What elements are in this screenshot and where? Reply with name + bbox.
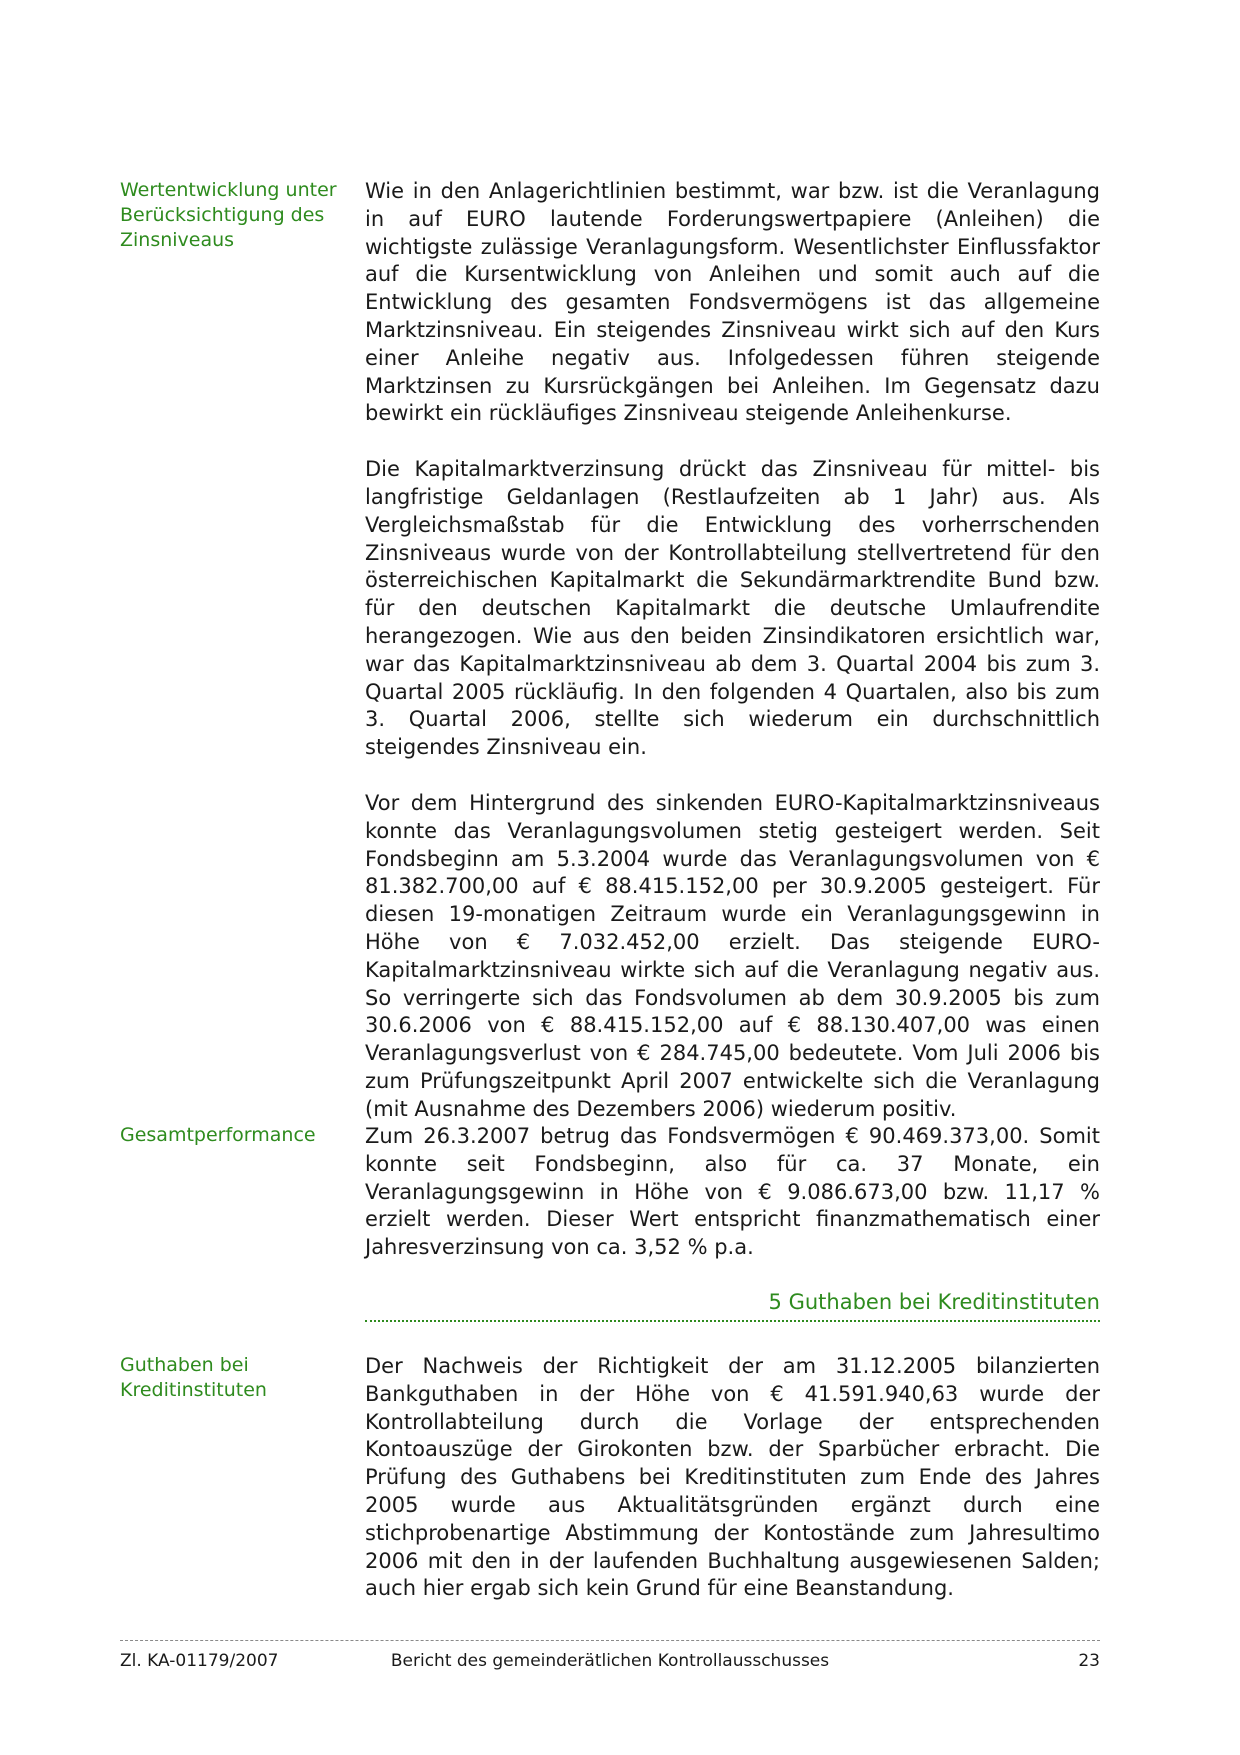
section-heading: 5 Guthaben bei Kreditinstituten [365, 1288, 1100, 1322]
paragraph: Der Nachweis der Richtigkeit der am 31.12.2005 bilanzierten Bankguthaben in der Höhe von € 41.591.940,63 wurde der Kontrollabteilung durch die Vorlage der entsprechenden Kontoauszüge der Girokonten bzw. der Sparbücher erbracht. Die Prüfung des Guthabens bei Kreditinstituten zum Ende des Jahres 2005 wurde aus Aktualitätsgründen ergänzt durch eine stichprobenartige Abstimmung der Kontostände zum Jahresultimo 2006 mit den in der laufenden Buchhaltung ausgewiesenen Salden; auch hier ergab sich kein Grund für eine Beanstandung. [365, 1354, 1100, 1601]
paragraph: Die Kapitalmarktverzinsung drückt das Zinsniveau für mittel- bis langfristige Geldanlagen (Restlaufzeiten ab 1 Jahr) aus. Als Vergleichsmaßstab für die Entwicklung des vorherrschenden Zinsniveaus wurde von der Kontrollabteilung stellvertretend für den österreichischen Kapitalmarkt die Sekundärmarktrendite Bund bzw. für den deutschen Kapitalmarkt die deutsche Umlaufrendite herangezogen. Wie aus den beiden Zinsindikatoren ersichtlich war, war das Kapitalmarktzinsniveau ab dem 3. Quartal 2004 bis zum 3. Quartal 2005 rückläufig. In den folgenden 4 Quartalen, also bis zum 3. Quartal 2006, stellte sich wiederum ein durchschnittlich steigendes Zinsniveau ein. [365, 457, 1100, 760]
footer-title: Bericht des gemeinderätlichen Kontrollausschusses [390, 1651, 830, 1671]
page-number: 23 [1078, 1651, 1100, 1671]
paragraph: Wie in den Anlagerichtlinien bestimmt, war bzw. ist die Veranlagung in auf EURO lautende Forderungswertpapiere (Anleihen) die wichtigste zulässige Veranlagungsform. Wesentlichster Einflussfaktor auf die Kursentwicklung von Anleihen und somit auch auf die Entwicklung des gesamten Fondsvermögens ist das allgemeine Marktzinsniveau. Ein steigendes Zinsniveau wirkt sich auf den Kurs einer Anleihe negativ aus. Infolgedessen führen steigende Marktzinsen zu Kursrückgängen bei Anleihen. Im Gegensatz dazu bewirkt ein rückläufiges Zinsniveau steigende Anleihenkurse. [365, 179, 1100, 426]
footer-divider [120, 1640, 1100, 1641]
margin-label-guthaben: Guthaben bei Kreditinstituten [120, 1354, 267, 1401]
section-body [365, 1353, 1100, 1631]
paragraph: Vor dem Hintergrund des sinkenden EURO-Kapitalmarktzinsniveaus konnte das Veranlagungsvolumen stetig gesteigert werden. Seit Fondsbeginn am 5.3.2004 wurde das Veranlagungsvolumen von € 81.382.700,00 auf € 88.415.152,00 per 30.9.2005 gesteigert. Für diesen 19-monatigen Zeitraum wurde ein Veranlagungsgewinn in Höhe von € 7.032.452,00 erzielt. Das steigende EURO-Kapitalmarktzinsniveau wirkte sich auf die Veranlagung negativ aus. So verringerte sich das Fondsvolumen ab dem 30.9.2005 bis zum 30.6.2006 von € 88.415.152,00 auf € 88.130.407,00 was einen Veranlagungsverlust von € 284.745,00 bedeutete. Vom Juli 2006 bis zum Prüfungszeitpunkt April 2007 entwickelte sich die Veranlagung (mit Ausnahme des Dezembers 2006) wiederum positiv. [365, 790, 1100, 1121]
section-body [365, 1123, 1100, 1290]
section-body [365, 178, 1100, 1152]
margin-label-wertentwicklung: Wertentwicklung unter Berücksichtigung des Zinsniveaus [120, 179, 337, 251]
paragraph: Zum 26.3.2007 betrug das Fondsvermögen € 90.469.373,00. Somit konnte seit Fondsbeginn, also für ca. 37 Monate, ein Veranlagungsgewinn in Höhe von € 9.086.673,00 bzw. 11,17 % erzielt werden. Dieser Wert entspricht finanzmathematisch einer Jahresverzinsung von ca. 3,52 % p.a. [365, 1124, 1100, 1260]
footer-reference: Zl. KA-01179/2007 [120, 1651, 279, 1671]
margin-label-gesamtperformance: Gesamtperformance [120, 1124, 316, 1146]
